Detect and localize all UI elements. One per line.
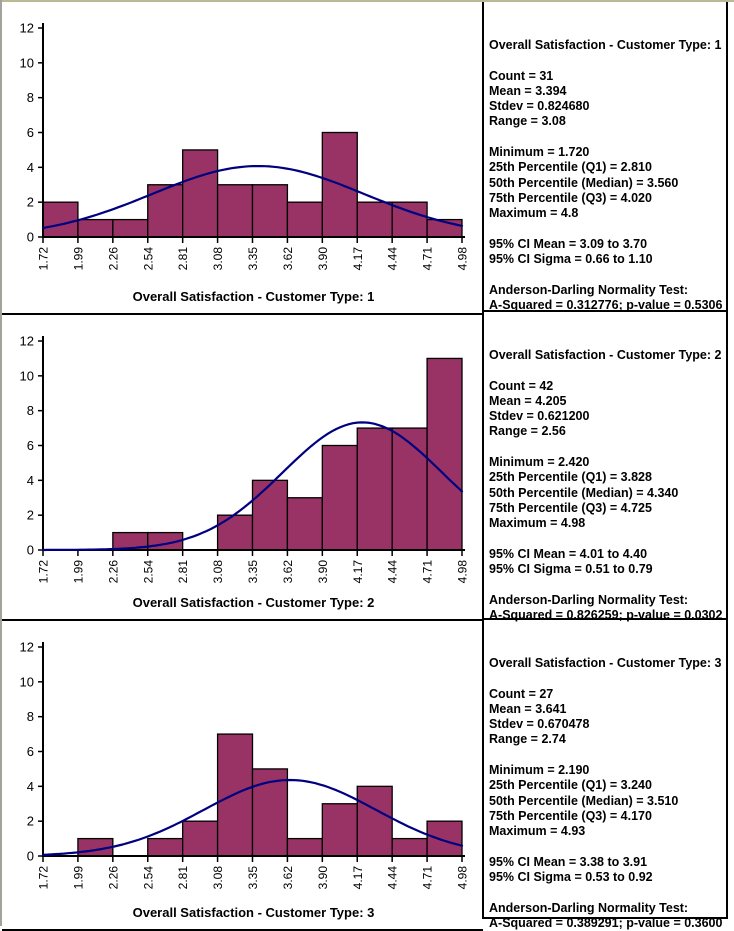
x-tick-label: 2.26 xyxy=(106,560,121,584)
histogram-bar xyxy=(148,839,183,856)
y-tick-label: 2 xyxy=(26,813,34,829)
chart-column xyxy=(2,2,483,931)
x-tick-label: 2.81 xyxy=(176,560,191,584)
histogram-bar xyxy=(287,839,322,856)
y-tick-label: 12 xyxy=(19,20,34,36)
histogram-bar xyxy=(78,220,113,237)
stat-line: 50th Percentile (Median) = 3.510 xyxy=(489,793,679,808)
histogram-bar xyxy=(392,428,427,550)
histogram-bar xyxy=(322,446,357,551)
x-tick-label: 4.44 xyxy=(385,560,400,584)
stats-panel-2 xyxy=(484,312,726,623)
x-tick-label: 3.35 xyxy=(246,866,260,890)
x-tick-label: 3.62 xyxy=(280,560,295,584)
stat-line xyxy=(489,748,723,763)
stat-line xyxy=(489,53,723,68)
stat-line xyxy=(489,440,723,455)
histogram-bar xyxy=(357,202,392,237)
stat-line: Stdev = 0.824680 xyxy=(489,99,590,114)
stat-line xyxy=(489,885,723,900)
histogram-panel-2 xyxy=(2,319,483,621)
histogram-bar xyxy=(322,804,357,856)
x-tick-label: 2.81 xyxy=(176,866,191,890)
x-tick-label: 3.08 xyxy=(211,560,226,584)
stat-line: 95% CI Mean = 4.01 to 4.40 xyxy=(489,546,648,561)
x-tick-label: 1.99 xyxy=(71,247,86,271)
x-tick-label: 3.90 xyxy=(315,560,330,584)
histogram-bar xyxy=(183,150,218,237)
histogram-panel-3 xyxy=(2,625,483,931)
stat-line xyxy=(489,130,723,145)
x-tick-label: 2.26 xyxy=(106,247,121,271)
x-tick-label: 4.98 xyxy=(455,247,470,271)
stat-line: Range = 3.08 xyxy=(489,114,566,129)
histogram-bar xyxy=(427,821,462,856)
x-tick-label: 3.90 xyxy=(315,866,330,890)
y-tick-label: 6 xyxy=(26,438,34,453)
stat-line: Mean = 3.394 xyxy=(489,83,567,98)
stat-line xyxy=(489,267,723,282)
histogram-bar xyxy=(357,428,392,550)
x-tick-label: 4.44 xyxy=(385,247,400,271)
y-tick-label: 8 xyxy=(26,403,34,419)
stat-line: Minimum = 1.720 xyxy=(489,145,590,160)
stats-title: Overall Satisfaction - Customer Type: 3 xyxy=(489,656,722,670)
x-tick-label: 2.26 xyxy=(106,866,121,890)
stats-title: Overall Satisfaction - Customer Type: 2 xyxy=(489,348,722,362)
y-tick-label: 12 xyxy=(19,639,34,655)
stat-line: 75th Percentile (Q3) = 4.020 xyxy=(489,190,652,205)
x-tick-label: 4.44 xyxy=(385,866,400,890)
stat-line xyxy=(489,577,723,592)
x-tick-label: 1.99 xyxy=(71,866,86,890)
x-tick-label: 1.72 xyxy=(36,560,51,584)
x-tick-label: 3.08 xyxy=(211,866,226,890)
y-tick-label: 2 xyxy=(26,194,34,210)
histogram-bar xyxy=(392,839,427,856)
stat-line xyxy=(489,671,723,686)
stat-line xyxy=(489,222,723,237)
stat-line: Anderson-Darling Normality Test: xyxy=(489,592,689,607)
stat-line: 75th Percentile (Q3) = 4.725 xyxy=(489,500,652,515)
stat-line: Stdev = 0.621200 xyxy=(489,409,590,424)
x-tick-label: 3.62 xyxy=(280,247,295,271)
x-tick-label: 1.72 xyxy=(36,866,51,890)
x-tick-label: 3.08 xyxy=(211,247,226,271)
stat-line: A-Squared = 0.826259; p-value = 0.0302 xyxy=(489,608,723,623)
stat-line: 95% CI Mean = 3.38 to 3.91 xyxy=(489,854,648,869)
stat-line: Maximum = 4.8 xyxy=(489,206,579,221)
x-tick-label: 4.71 xyxy=(420,560,435,584)
stats-title: Overall Satisfaction - Customer Type: 1 xyxy=(489,38,722,52)
x-tick-label: 4.98 xyxy=(455,866,470,890)
histogram-bar xyxy=(218,185,253,237)
y-tick-label: 8 xyxy=(26,709,34,725)
y-tick-label: 0 xyxy=(26,542,34,558)
stat-line: Maximum = 4.93 xyxy=(489,824,586,839)
y-tick-label: 0 xyxy=(26,229,34,245)
x-tick-label: 4.17 xyxy=(350,866,365,890)
histogram-bar xyxy=(113,220,148,237)
x-tick-label: 2.54 xyxy=(141,866,156,890)
stat-line: 95% CI Mean = 3.09 to 3.70 xyxy=(489,236,648,251)
x-tick-label: 4.71 xyxy=(420,866,435,890)
stat-line: Anderson-Darling Normality Test: xyxy=(489,900,689,915)
stat-line: 25th Percentile (Q1) = 2.810 xyxy=(489,160,652,175)
histogram-bar xyxy=(183,821,218,856)
stat-line xyxy=(489,532,723,547)
y-tick-label: 6 xyxy=(26,125,34,140)
histogram-bar xyxy=(253,480,288,550)
histogram-bar xyxy=(427,358,462,550)
histogram-bar xyxy=(287,202,322,237)
x-tick-label: 4.17 xyxy=(350,560,365,584)
stat-line: 95% CI Sigma = 0.51 to 0.79 xyxy=(489,562,653,577)
x-tick-label: 4.71 xyxy=(420,247,435,271)
stat-line: 50th Percentile (Median) = 4.340 xyxy=(489,485,679,500)
stat-line: A-Squared = 0.389291; p-value = 0.3600 xyxy=(489,916,723,931)
stat-line: Count = 31 xyxy=(489,68,554,83)
histogram-bar xyxy=(218,515,253,550)
stat-line: Maximum = 4.98 xyxy=(489,516,586,531)
stat-line: Count = 42 xyxy=(489,378,554,393)
stat-line: 75th Percentile (Q3) = 4.170 xyxy=(489,808,652,823)
stat-line: 25th Percentile (Q1) = 3.240 xyxy=(489,778,652,793)
stat-line: 25th Percentile (Q1) = 3.828 xyxy=(489,470,652,485)
x-tick-label: 2.54 xyxy=(141,247,156,271)
histogram-chart-3 xyxy=(2,625,483,901)
histogram-bar xyxy=(43,202,78,237)
x-tick-label: 2.54 xyxy=(141,560,156,584)
x-tick-label: 3.35 xyxy=(246,560,260,584)
y-tick-label: 6 xyxy=(26,744,34,759)
stat-line: Mean = 4.205 xyxy=(489,393,567,408)
x-tick-label: 1.72 xyxy=(36,247,51,271)
stats-panel-3 xyxy=(484,620,726,931)
y-tick-label: 4 xyxy=(26,472,34,488)
histogram-chart-1 xyxy=(2,6,483,282)
y-tick-label: 10 xyxy=(19,368,34,384)
histogram-bar xyxy=(287,498,322,550)
stat-line xyxy=(489,840,723,855)
stat-line: Count = 27 xyxy=(489,686,554,701)
x-tick-label: 4.98 xyxy=(455,560,470,584)
stats-panel-1 xyxy=(484,2,726,312)
y-tick-label: 10 xyxy=(19,55,34,71)
x-tick-label: 3.35 xyxy=(246,247,260,271)
y-tick-label: 12 xyxy=(19,333,34,349)
stat-line: 50th Percentile (Median) = 3.560 xyxy=(489,175,679,190)
x-tick-label: 3.62 xyxy=(280,866,295,890)
stats-column xyxy=(482,2,728,931)
x-tick-label: 1.99 xyxy=(71,560,86,584)
y-tick-label: 4 xyxy=(26,159,34,175)
x-tick-label: 4.17 xyxy=(350,247,365,271)
stat-line: A-Squared = 0.312776; p-value = 0.5306 xyxy=(489,298,723,313)
chart-title-1: Overall Satisfaction - Customer Type: 1 xyxy=(132,289,375,304)
chart-title-2: Overall Satisfaction - Customer Type: 2 xyxy=(132,595,375,610)
stat-line: Range = 2.74 xyxy=(489,732,566,747)
y-tick-label: 0 xyxy=(26,848,34,864)
y-tick-label: 10 xyxy=(19,674,34,690)
stat-line: Minimum = 2.420 xyxy=(489,455,590,470)
stat-line: Minimum = 2.190 xyxy=(489,763,590,778)
chart-title-3: Overall Satisfaction - Customer Type: 3 xyxy=(132,905,375,920)
histogram-bar xyxy=(253,185,288,237)
histogram-panel-1 xyxy=(2,6,483,315)
y-tick-label: 4 xyxy=(26,778,34,794)
y-tick-label: 8 xyxy=(26,90,34,106)
stat-line: 95% CI Sigma = 0.66 to 1.10 xyxy=(489,252,653,267)
stat-line: Anderson-Darling Normality Test: xyxy=(489,282,689,297)
y-tick-label: 2 xyxy=(26,507,34,523)
histogram-chart-2 xyxy=(2,319,483,595)
stat-line: Mean = 3.641 xyxy=(489,701,567,716)
x-tick-label: 3.90 xyxy=(315,247,330,271)
stat-line: 95% CI Sigma = 0.53 to 0.92 xyxy=(489,870,653,885)
histogram-bar xyxy=(357,786,392,856)
stat-line: Range = 2.56 xyxy=(489,424,566,439)
stat-line: Stdev = 0.670478 xyxy=(489,717,590,732)
stat-line xyxy=(489,363,723,378)
x-tick-label: 2.81 xyxy=(176,247,191,271)
